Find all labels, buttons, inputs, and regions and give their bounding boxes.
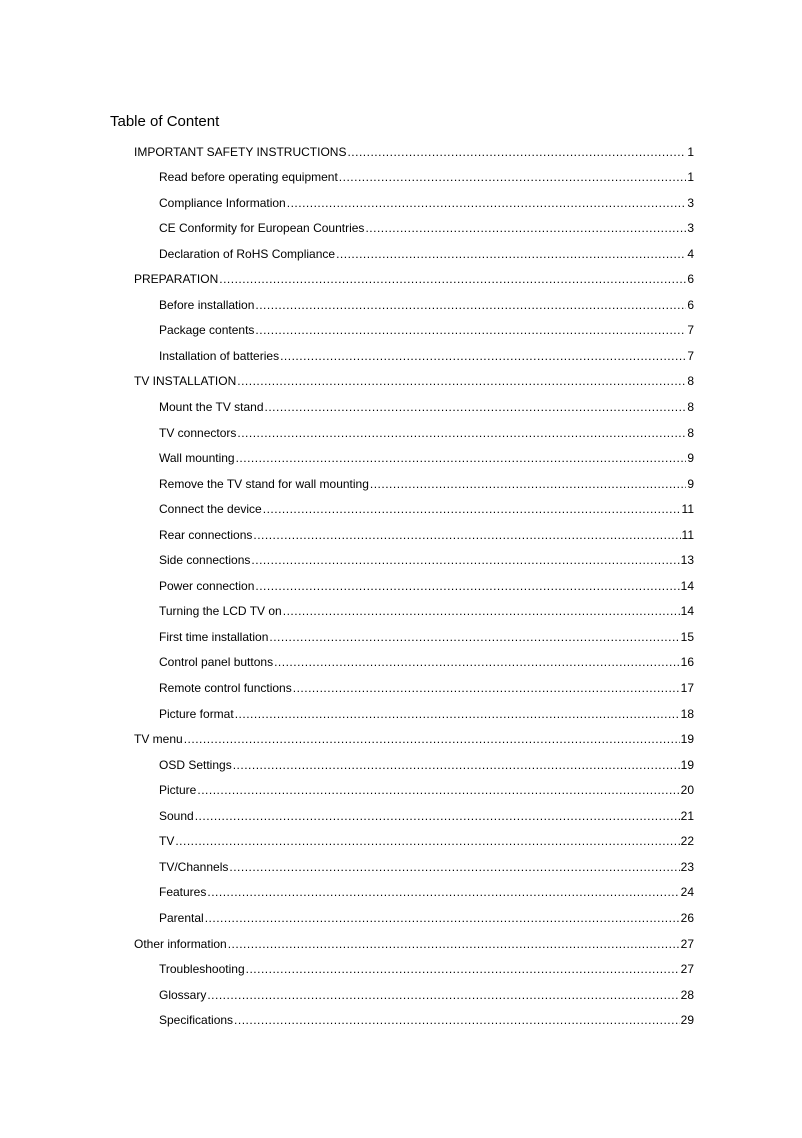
toc-entry-page-number: 26	[680, 910, 694, 925]
toc-section-entry[interactable]	[0, 136, 802, 162]
dot-leader	[234, 1010, 680, 1030]
dot-leader	[287, 193, 687, 213]
dot-leader	[251, 550, 679, 570]
toc-entry-label: TV connectors	[159, 425, 237, 440]
toc-section-entry[interactable]	[0, 366, 802, 392]
dot-leader	[233, 755, 680, 775]
dot-leader	[263, 499, 681, 519]
toc-section-entry[interactable]	[0, 724, 802, 750]
toc-entry-label: Power connection	[159, 578, 255, 593]
dot-leader	[370, 474, 686, 494]
toc-entry-page-number: 13	[680, 553, 694, 568]
toc-entry-label: Wall mounting	[159, 451, 235, 466]
toc-subsection-entry[interactable]	[0, 1005, 802, 1031]
toc-entry-label: Read before operating equipment	[159, 170, 338, 185]
toc-entry-label: Turning the LCD TV on	[159, 604, 282, 619]
toc-entry-page-number: 16	[680, 655, 694, 670]
toc-entry-label: TV/Channels	[159, 859, 229, 874]
toc-entry-label: IMPORTANT SAFETY INSTRUCTIONS	[134, 144, 347, 159]
toc-entry-label: Side connections	[159, 553, 251, 568]
toc-entry-label: Troubleshooting	[159, 962, 245, 977]
toc-subsection-entry[interactable]	[0, 238, 802, 264]
dot-leader	[255, 320, 686, 340]
toc-entry-label: OSD Settings	[159, 757, 232, 772]
toc-entry-label: Rear connections	[159, 527, 253, 542]
toc-subsection-entry[interactable]	[0, 187, 802, 213]
dot-leader	[237, 371, 686, 391]
toc-subsection-entry[interactable]	[0, 289, 802, 315]
dot-leader	[195, 806, 680, 826]
dot-leader	[235, 704, 680, 724]
toc-entry-page-number: 3	[687, 195, 694, 210]
toc-subsection-entry[interactable]	[0, 162, 802, 188]
dot-leader	[207, 985, 679, 1005]
toc-entry-page-number: 11	[681, 502, 694, 517]
dot-leader	[205, 908, 680, 928]
toc-subsection-entry[interactable]	[0, 213, 802, 239]
toc-subsection-entry[interactable]	[0, 391, 802, 417]
toc-entry-page-number: 27	[680, 936, 694, 951]
toc-entry-page-number: 3	[687, 221, 694, 236]
toc-entry-page-number: 20	[680, 783, 694, 798]
dot-leader	[228, 934, 680, 954]
toc-subsection-entry[interactable]	[0, 698, 802, 724]
toc-entry-label: Connect the device	[159, 502, 262, 517]
toc-entry-page-number: 15	[680, 629, 694, 644]
toc-entry-label: Mount the TV stand	[159, 400, 264, 415]
toc-entry-label: Picture format	[159, 706, 234, 721]
toc-entry-page-number: 9	[687, 476, 694, 491]
toc-entry-page-number: 8	[687, 425, 694, 440]
toc-subsection-entry[interactable]	[0, 570, 802, 596]
dot-leader	[347, 142, 686, 162]
toc-subsection-entry[interactable]	[0, 443, 802, 469]
toc-entry-label: TV menu	[134, 732, 183, 747]
toc-entry-label: Compliance Information	[159, 195, 286, 210]
toc-entry-page-number: 7	[687, 323, 694, 338]
toc-entry-label: Specifications	[159, 1013, 234, 1028]
toc-entry-label: Picture	[159, 783, 197, 798]
dot-leader	[336, 244, 686, 264]
toc-entry-page-number: 28	[680, 987, 694, 1002]
toc-entry-label: PREPARATION	[134, 272, 219, 287]
toc-entry-page-number: 14	[680, 578, 694, 593]
toc-entry-page-number: 1	[687, 170, 694, 185]
toc-entry-page-number: 19	[680, 732, 694, 747]
toc-subsection-entry[interactable]	[0, 826, 802, 852]
toc-entry-label: First time installation	[159, 629, 269, 644]
toc-entry-page-number: 23	[680, 859, 694, 874]
toc-subsection-entry[interactable]	[0, 596, 802, 622]
toc-subsection-entry[interactable]	[0, 954, 802, 980]
toc-entry-page-number: 14	[680, 604, 694, 619]
toc-subsection-entry[interactable]	[0, 672, 802, 698]
toc-entry-page-number: 8	[687, 374, 694, 389]
toc-entry-page-number: 24	[680, 885, 694, 900]
dot-leader	[219, 269, 686, 289]
dot-leader	[236, 448, 687, 468]
toc-subsection-entry[interactable]	[0, 494, 802, 520]
dot-leader	[184, 729, 680, 749]
toc-entry-page-number: 27	[680, 962, 694, 977]
toc-subsection-entry[interactable]	[0, 800, 802, 826]
dot-leader	[255, 576, 679, 596]
toc-entry-page-number: 7	[687, 348, 694, 363]
toc-subsection-entry[interactable]	[0, 340, 802, 366]
dot-leader	[237, 423, 686, 443]
toc-entry-label: Before installation	[159, 297, 255, 312]
toc-entry-page-number: 9	[687, 451, 694, 466]
toc-entry-page-number: 29	[680, 1013, 694, 1028]
toc-entry-page-number: 17	[680, 681, 694, 696]
toc-entry-page-number: 21	[680, 808, 694, 823]
toc-entry-page-number: 19	[680, 757, 694, 772]
toc-entry-label: Features	[159, 885, 207, 900]
toc-entry-label: Package contents	[159, 323, 255, 338]
dot-leader	[246, 959, 680, 979]
dot-leader	[269, 627, 679, 647]
toc-subsection-entry[interactable]	[0, 979, 802, 1005]
toc-entry-label: TV	[159, 834, 175, 849]
dot-leader	[255, 295, 686, 315]
toc-entry-label: Remove the TV stand for wall mounting	[159, 476, 369, 491]
toc-list	[0, 136, 802, 1030]
toc-subsection-entry[interactable]	[0, 315, 802, 341]
toc-subsection-entry[interactable]	[0, 851, 802, 877]
toc-subsection-entry[interactable]	[0, 519, 802, 545]
toc-entry-label: CE Conformity for European Countries	[159, 221, 365, 236]
dot-leader	[229, 857, 679, 877]
toc-section-entry[interactable]	[0, 928, 802, 954]
dot-leader	[339, 167, 687, 187]
toc-entry-label: TV INSTALLATION	[134, 374, 237, 389]
toc-entry-page-number: 4	[687, 246, 694, 261]
toc-subsection-entry[interactable]	[0, 775, 802, 801]
toc-subsection-entry[interactable]	[0, 749, 802, 775]
dot-leader	[365, 218, 686, 238]
dot-leader	[197, 780, 679, 800]
toc-entry-page-number: 22	[680, 834, 694, 849]
toc-entry-label: Sound	[159, 808, 194, 823]
toc-subsection-entry[interactable]	[0, 902, 802, 928]
toc-subsection-entry[interactable]	[0, 877, 802, 903]
toc-entry-label: Declaration of RoHS Compliance	[159, 246, 336, 261]
dot-leader	[274, 652, 680, 672]
page-title: Table of Content	[110, 113, 220, 130]
dot-leader	[265, 397, 687, 417]
toc-entry-page-number: 8	[687, 400, 694, 415]
toc-entry-label: Glossary	[159, 987, 207, 1002]
toc-entry-page-number: 6	[687, 272, 694, 287]
toc-entry-label: Parental	[159, 910, 204, 925]
toc-entry-page-number: 18	[680, 706, 694, 721]
toc-section-entry[interactable]	[0, 264, 802, 290]
dot-leader	[283, 601, 680, 621]
toc-entry-page-number: 1	[687, 144, 694, 159]
toc-subsection-entry[interactable]	[0, 468, 802, 494]
dot-leader	[253, 525, 680, 545]
dot-leader	[280, 346, 686, 366]
toc-subsection-entry[interactable]	[0, 545, 802, 571]
toc-entry-label: Installation of batteries	[159, 348, 280, 363]
toc-entry-label: Control panel buttons	[159, 655, 274, 670]
toc-subsection-entry[interactable]	[0, 647, 802, 673]
dot-leader	[175, 831, 679, 851]
toc-subsection-entry[interactable]	[0, 417, 802, 443]
dot-leader	[207, 882, 679, 902]
toc-entry-label: Other information	[134, 936, 227, 951]
toc-entry-label: Remote control functions	[159, 681, 292, 696]
toc-entry-page-number: 11	[681, 527, 694, 542]
toc-entry-page-number: 6	[687, 297, 694, 312]
dot-leader	[293, 678, 680, 698]
toc-subsection-entry[interactable]	[0, 621, 802, 647]
